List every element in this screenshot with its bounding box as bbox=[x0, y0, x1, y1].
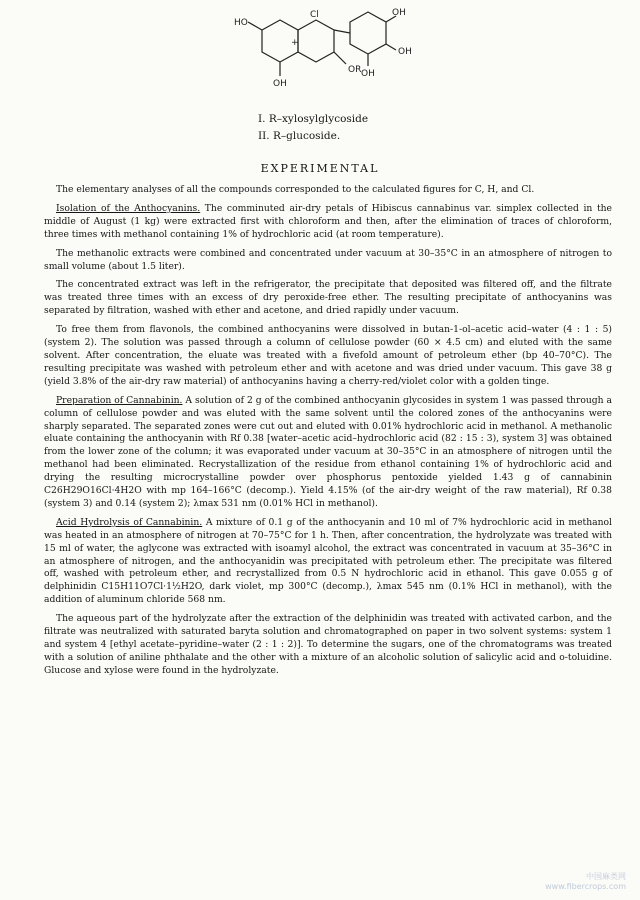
watermark-line-2: www.fibercrops.com bbox=[545, 882, 626, 891]
ring-c bbox=[298, 20, 334, 62]
hydroxyl-label-left: HO bbox=[234, 18, 248, 28]
or-label: OR bbox=[348, 65, 362, 75]
paragraph-isolation bbox=[44, 203, 612, 242]
hydroxyl-label-bottom-left: OH bbox=[273, 79, 287, 89]
paragraph-methanolic-extracts bbox=[44, 248, 612, 274]
paragraph-text: The elementary analyses of all the compounds corresponded to the calculated figures for C, H, and Cl. bbox=[56, 184, 535, 195]
paragraph-concentrated-extract bbox=[44, 279, 612, 318]
hydroxyl-label-bottom-right: OH bbox=[361, 69, 375, 79]
hydroxyl-label-top-right: OH bbox=[392, 8, 406, 18]
paragraph-heading: Preparation of Cannabinin. bbox=[56, 394, 183, 406]
body-text bbox=[44, 184, 612, 683]
paragraph-text: A mixture of 0.1 g of the anthocyanin and 10 ml of 7% hydrochloric acid in methanol was heated in an atmosphere of nitrogen at 70–75°C for 1 h. Then, after concentration, the hydrolyzate was treated with 15 ml of water, the aglycone was extracted with isoamyl alcohol, the extract was concentrated in vacuum at 35–36°C in an atmosphere of nitrogen, and the anthocyanidin was precipitated with petroleum ether. The precipitate was filtered off, washed with petroleum ether, and recrystallized from 0.5 N hydrochloric acid in ethanol. This gave 0.055 g of delphinidin C15H11O7Cl·1½H2O, dark violet, mp 300°C (decomp.), λmax 545 nm (0.1% HCl in methanol), with the addition of aluminum chloride 568 nm. bbox=[44, 516, 612, 606]
watermark bbox=[545, 872, 626, 892]
paragraph-preparation-cannabinin bbox=[44, 395, 612, 511]
definition-ii: II. R–glucoside. bbox=[258, 130, 341, 142]
definition-i: I. R–xylosylglycoside bbox=[258, 113, 369, 125]
paragraph-text: The aqueous part of the hydrolyzate after the extraction of the delphinidin was treated with activated carbon, and the filtrate was neutralized with saturated baryta solution and chromatographed on paper in two solvent systems: system 1 and system 4 [ethyl acetate–pyridine–water (2 : 1 : 2)]. To determine the sugars, one of the chromatograms was treated with a solution of aniline phthalate and the other with a mixture of an alcoholic solution of salicylic acid and o-toluidine. Glucose and xylose were found in the hydrolyzate. bbox=[44, 613, 612, 676]
paragraph-acid-hydrolysis bbox=[44, 517, 612, 607]
charge-label: + bbox=[291, 38, 299, 48]
paragraph-aqueous-part bbox=[44, 613, 612, 678]
watermark-line-1: 中国麻类网 bbox=[586, 872, 626, 881]
chloride-label: Cl bbox=[310, 10, 319, 20]
section-title: EXPERIMENTAL bbox=[260, 162, 380, 175]
paragraph-text: The methanolic extracts were combined and concentrated under vacuum at 30–35°C in an atmosphere of nitrogen to small volume (about 1.5 liter). bbox=[44, 247, 612, 272]
paragraph-flavonols bbox=[44, 324, 612, 389]
substituent-definitions bbox=[258, 111, 368, 145]
paragraph-text: The concentrated extract was left in the refrigerator, the precipitate that deposited was filtered off, and the filtrate was treated three times with an excess of dry peroxide-free ether. The resulting precipitate of anthocyanins was separated by filtration, washed with ether and acetone, and dried rapidly under vacuum. bbox=[44, 279, 612, 317]
ring-b bbox=[350, 12, 386, 54]
paragraph-text: The comminuted air-dry petals of Hibiscus cannabinus var. simplex collected in the middle of August (1 kg) were extracted first with chloroform and then, after the elimination of traces of chloroform, three times with methanol containing 1% of hydrochloric acid (at room temperature). bbox=[44, 202, 612, 240]
paragraph-text: To free them from flavonols, the combined anthocyanins were dissolved in butan-1-ol–acetic acid–water (4 : 1 : 5) (system 2). The solution was passed through a column of cellulose powder (60 × 4.5 cm) and eluted with the same solvent. After concentration, the eluate was treated with a fivefold amount of petroleum ether (bp 40–70°C). The resulting precipitate was washed with petroleum ether and with acetone and was dried under vacuum. This gave 38 g (yield 3.8% of the air-dry raw material) of anthocyanins having a cherry-red/violet color with a golden tinge. bbox=[44, 324, 612, 387]
paragraph-heading: Acid Hydrolysis of Cannabinin. bbox=[56, 516, 203, 528]
chemical-structure bbox=[200, 6, 420, 106]
flavylium-structure-diagram bbox=[200, 6, 420, 106]
paragraph-text: A solution of 2 g of the combined anthocyanin glycosides in system 1 was passed through a column of cellulose powder and was eluted with the same solvent until the colored zones of the anthocyanins were sharply separated. The separated zones were cut out and eluted with 0.01% hydrochloric acid in methanol. A methanolic eluate containing the anthocyanin with Rf 0.38 [water–acetic acid–hydrochloric acid (82 : 15 : 3), system 3] was obtained from the lower zone of the column; it was evaporated under vacuum at 30–35°C in an atmosphere of nitrogen until the methanol had been eliminated. Recrystallization of the residue from ethanol containing 1% of hydrochloric acid and drying the resulting microcrystalline powder over phosphorus pentoxide yielded 1.43 g of cannabinin C26H29O16Cl·4H2O with mp 164–166°C (decomp.). Yield 4.15% (of the air-dry weight of the raw material), Rf 0.38 (system 3) and 0.14 (system 2); λmax 531 nm (0.01% HCl in methanol). bbox=[44, 394, 612, 509]
paragraph-heading: Isolation of the Anthocyanins. bbox=[56, 202, 201, 214]
paragraph-elementary-analyses bbox=[44, 184, 612, 197]
hydroxyl-label-right: OH bbox=[398, 47, 412, 57]
